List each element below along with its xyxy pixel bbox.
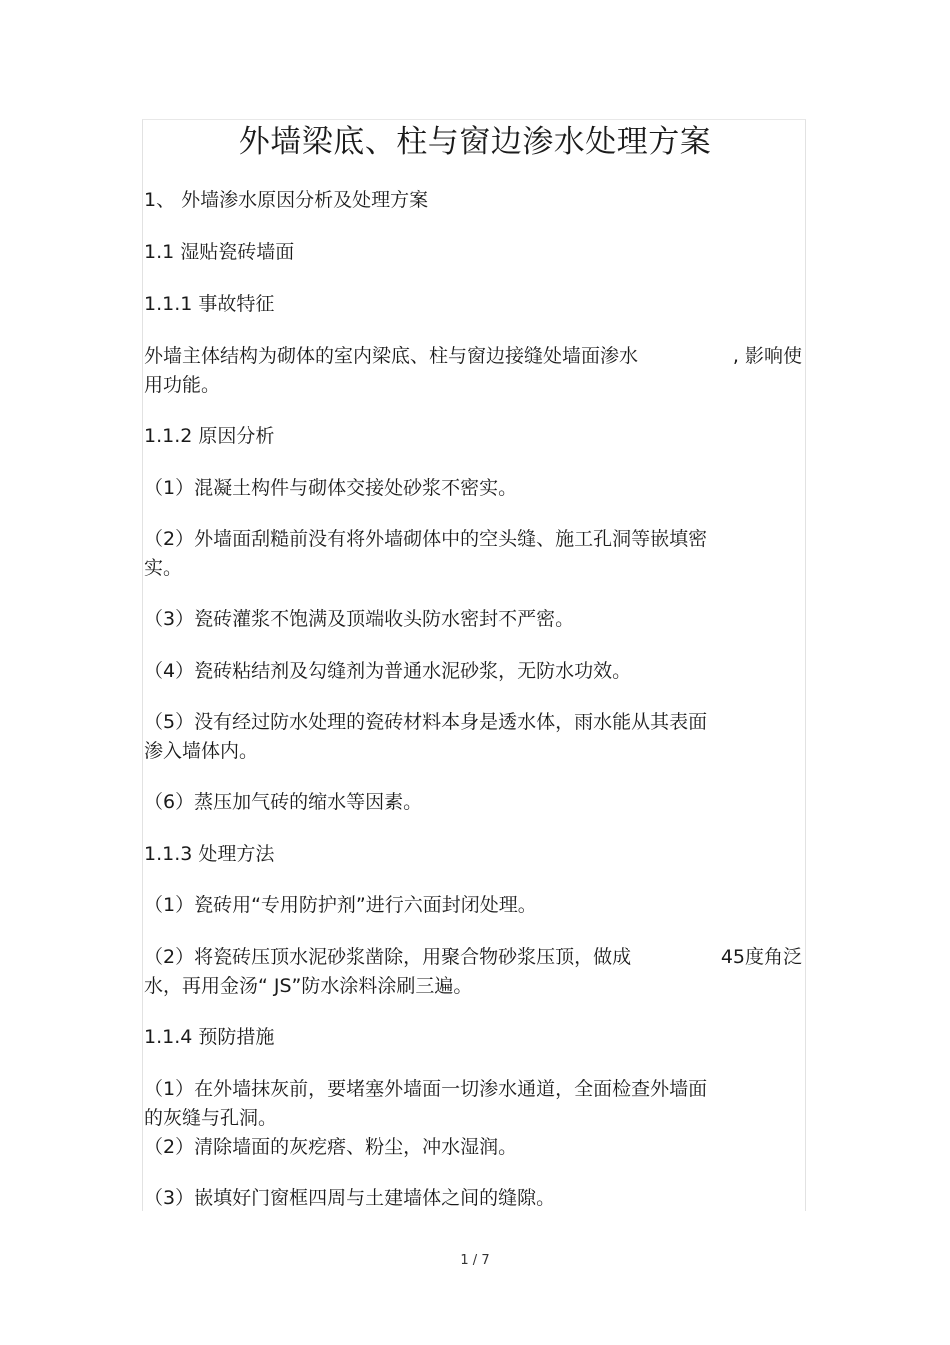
section-heading-1-1-4: 1.1.4 预防措施: [144, 1026, 275, 1048]
paragraph-text: , 影响使: [732, 345, 802, 367]
list-item-continuation: 的灰缝与孔洞。: [144, 1107, 278, 1129]
list-item-text: 45度角泛: [720, 946, 802, 968]
list-item-text: （2）将瓷砖压顶水泥砂浆凿除，用聚合物砂浆压顶，做成: [144, 946, 632, 968]
list-item-continuation: 实。: [144, 557, 183, 579]
list-item: （2）外墙面刮糙前没有将外墙砌体中的空头缝、施工孔洞等嵌填密: [144, 528, 708, 550]
page-number: 1 / 7: [460, 1253, 490, 1268]
paragraph-line: [144, 341, 802, 371]
list-item: （3）瓷砖灌浆不饱满及顶端收头防水密封不严密。: [144, 608, 575, 630]
list-item: （6）蒸压加气砖的缩水等因素。: [144, 791, 423, 813]
document-body: [144, 122, 806, 1209]
section-heading-1-1: 1.1 湿贴瓷砖墙面: [144, 241, 295, 263]
document-title: 外墙梁底、柱与窗边渗水处理方案: [238, 124, 712, 160]
paragraph-line: 用功能。: [144, 374, 221, 396]
section-heading-1: 1、 外墙渗水原因分析及处理方案: [144, 189, 429, 211]
list-item: （2）清除墙面的灰疙瘩、粉尘，冲水湿润。: [144, 1136, 518, 1158]
list-item-continuation: 水，再用金汤“ JS”防水涂料涂刷三遍。: [144, 975, 473, 997]
list-item: （3）嵌填好门窗框四周与土建墙体之间的缝隙。: [144, 1187, 556, 1209]
list-item: （5）没有经过防水处理的瓷砖材料本身是透水体，雨水能从其表面: [144, 711, 708, 733]
section-heading-1-1-2: 1.1.2 原因分析: [144, 425, 275, 447]
section-heading-1-1-1: 1.1.1 事故特征: [144, 293, 275, 315]
section-heading-1-1-3: 1.1.3 处理方法: [144, 843, 275, 865]
list-item: （1）在外墙抹灰前，要堵塞外墙面一切渗水通道，全面检查外墙面: [144, 1078, 708, 1100]
list-item: （1）混凝土构件与砌体交接处砂浆不密实。: [144, 477, 518, 499]
paragraph-text: 外墙主体结构为砌体的室内梁底、柱与窗边接缝处墙面渗水: [144, 345, 639, 367]
list-item-continuation: 渗入墙体内。: [144, 740, 259, 762]
list-item: [144, 942, 802, 972]
list-item: （4）瓷砖粘结剂及勾缝剂为普通水泥砂浆，无防水功效。: [144, 660, 632, 682]
list-item: （1）瓷砖用“专用防护剂”进行六面封闭处理。: [144, 894, 537, 916]
